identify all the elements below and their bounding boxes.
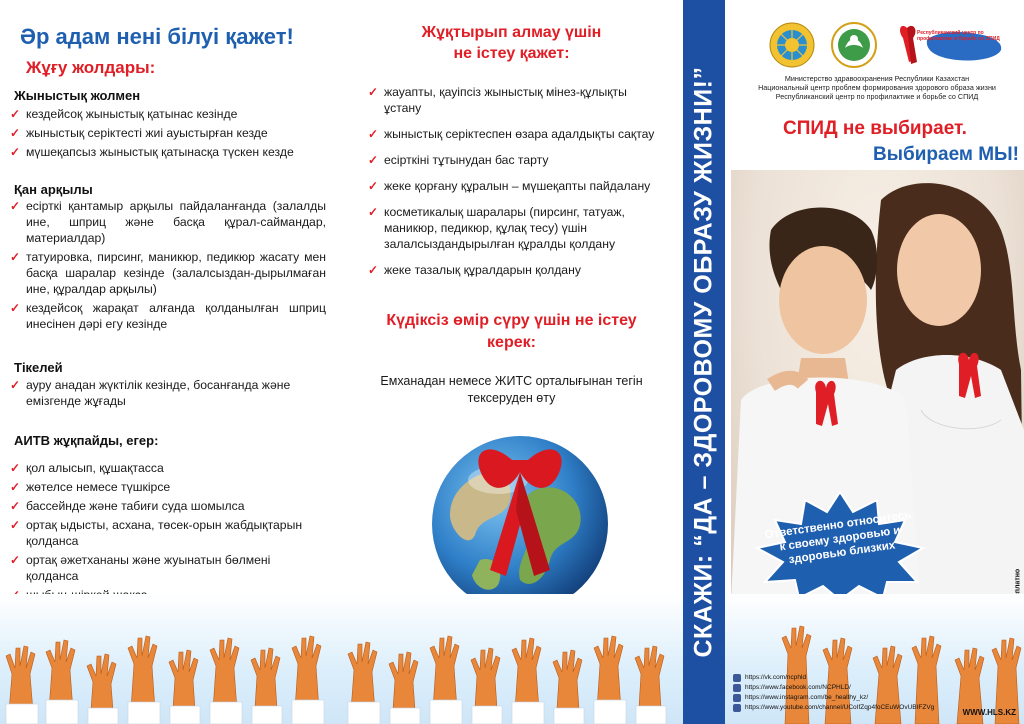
list-item: ✓ жөтелсе немесе түшкірсе: [10, 480, 171, 494]
list-item: ✓ косметикалық шаралары (пирсинг, татуаж, маникюр, педикюр, құлақ тесу) үшін залалсыздандырылған құралды қолдану: [368, 205, 625, 251]
healthy-life-heading: Күдіксіз өмір сүру үшін не істеу керек:: [386, 312, 637, 351]
slogan-line-1: СПИД не выбирает.: [783, 118, 967, 139]
list-item: ✓ ауру анадан жүктілік кезінде, босанғанда және емізгенде жұғады: [10, 378, 291, 408]
raised-hands-illustration: [0, 604, 340, 724]
list-item: ✓ жыныстық серіктеспен өзара адалдықты сақтау: [368, 127, 655, 141]
check-icon: ✓: [368, 127, 379, 141]
list-item: ✓ жеке тазалық құралдарын қолдану: [368, 263, 581, 277]
list-item: ✓ есірткіні тұтынудан бас тарту: [368, 153, 549, 167]
check-icon: ✓: [10, 499, 21, 513]
check-icon: ✓: [368, 205, 379, 219]
list-item: ✓ кездейсоқ жарақат алғанда қолданылған шприц инесінен дәрі егу кезінде: [10, 301, 326, 331]
check-icon: ✓: [10, 250, 21, 264]
check-icon: ✓: [368, 179, 379, 193]
raised-hands-illustration: [340, 604, 683, 724]
panel-transmission: [0, 0, 340, 724]
list-item: ✓ есірткі қантамыр арқылы пайдаланғанда (залалды ине, шприц және басқа құрал-саймандар, материалдар): [10, 199, 326, 245]
check-icon: ✓: [10, 126, 21, 140]
check-icon: ✓: [10, 107, 21, 121]
panel-prevention: [340, 0, 683, 724]
check-icon: ✓: [10, 378, 21, 392]
vk-link[interactable]: https://vk.com/ncphld: [733, 673, 934, 683]
not-transmitted-list: [8, 460, 326, 606]
testing-advice: Емханадан немесе ЖИТС орталығынан тегін тексеруден өту: [380, 374, 643, 405]
list-item: ✓ қол алысып, құшақтасса: [10, 461, 164, 475]
check-icon: ✓: [10, 553, 21, 567]
check-icon: ✓: [10, 518, 21, 532]
spine-slogan: СКАЖИ: “ДА – ЗДОРОВОМУ ОБРАЗУ ЖИЗНИ!”: [689, 66, 718, 658]
youtube-link[interactable]: https://www.youtube.com/channel/UCoIfZqp4foCEuWOvUBIFZVg: [733, 703, 934, 713]
check-icon: ✓: [10, 480, 21, 494]
starburst-text: Ответственно относитесь к своему здоровью и здоровью близких: [764, 508, 912, 567]
not-transmitted-heading: АИТВ жұқпайды, егер:: [14, 433, 159, 448]
list-item: ✓ ортақ әжетхананы және жуынатын бөлмені қолданса: [10, 553, 271, 583]
check-icon: ✓: [10, 199, 21, 213]
list-item: ✓ кездейсоқ жыныстық қатынас кезінде: [10, 107, 238, 121]
list-item: ✓ жауапты, қауіпсіз жыныстық мінез-құлықты ұстану: [368, 85, 627, 115]
check-icon: ✓: [10, 301, 21, 315]
direct-list: [8, 377, 326, 412]
list-item: ✓ татуировка, пирсинг, маникюр, педикюр жасату мен басқа шаралар кезінде (залалсыздан-дырылмаған ине, құралдар арқылы): [10, 250, 326, 296]
check-icon: ✓: [10, 461, 21, 475]
social-links: [733, 673, 934, 713]
sexual-list: [8, 106, 326, 163]
page-title: Әр адам нені білуі қажет!: [20, 24, 294, 49]
slogan-line-2: Выбираем МЫ!: [873, 144, 1019, 165]
list-item: ✓ ортақ ыдысты, асхана, төсек-орын жабдықтарын қолданса: [10, 518, 303, 548]
list-item: ✓ бассейнде және табиғи суда шомылса: [10, 499, 245, 513]
aids-center-logo-text: Республиканский центр по профилактике и борьбе со СПИД: [917, 30, 1000, 42]
website-link[interactable]: WWW.HLS.KZ: [962, 708, 1016, 717]
check-icon: ✓: [368, 263, 379, 277]
kazakhstan-emblem-icon: [769, 22, 815, 68]
blood-list: [8, 198, 326, 335]
prevention-list: [366, 84, 666, 281]
healthy-lifestyle-center-logo-icon: [831, 22, 877, 68]
ministry-header: Министерство здравоохранения Республики Казахстан Национальный центр проблем формирования здорового образа жизни Республиканский центр по профилактике и борьбе со СПИД: [758, 74, 996, 101]
list-item: ✓ жыныстық серіктесті жиі ауыстырған кезде: [10, 126, 268, 140]
check-icon: ✓: [10, 145, 21, 159]
sexual-heading: Жыныстық жолмен: [14, 88, 141, 103]
check-icon: ✓: [368, 153, 379, 167]
instagram-link[interactable]: https://www.instagram.com/be_healthy_kz/: [733, 693, 934, 703]
list-item: ✓ мүшеқапсыз жыныстық қатынасқа түскен кезде: [10, 145, 294, 159]
direct-heading: Тікелей: [14, 360, 63, 375]
spine-panel: [683, 0, 725, 724]
blood-heading: Қан арқылы: [14, 182, 93, 197]
globe-with-ribbon-illustration: [420, 420, 620, 620]
list-item: ✓ жеке қорғану құралын – мүшеқапты пайдалану: [368, 179, 651, 193]
facebook-link[interactable]: https://www.facebook.com/NCPHLD/: [733, 683, 934, 693]
transmission-heading: Жұғу жолдары:: [26, 58, 156, 77]
check-icon: ✓: [368, 85, 379, 99]
panel-cover: [725, 0, 1024, 724]
prevention-heading: Жұқтырып алмау үшін не істеу қажет:: [421, 24, 602, 62]
